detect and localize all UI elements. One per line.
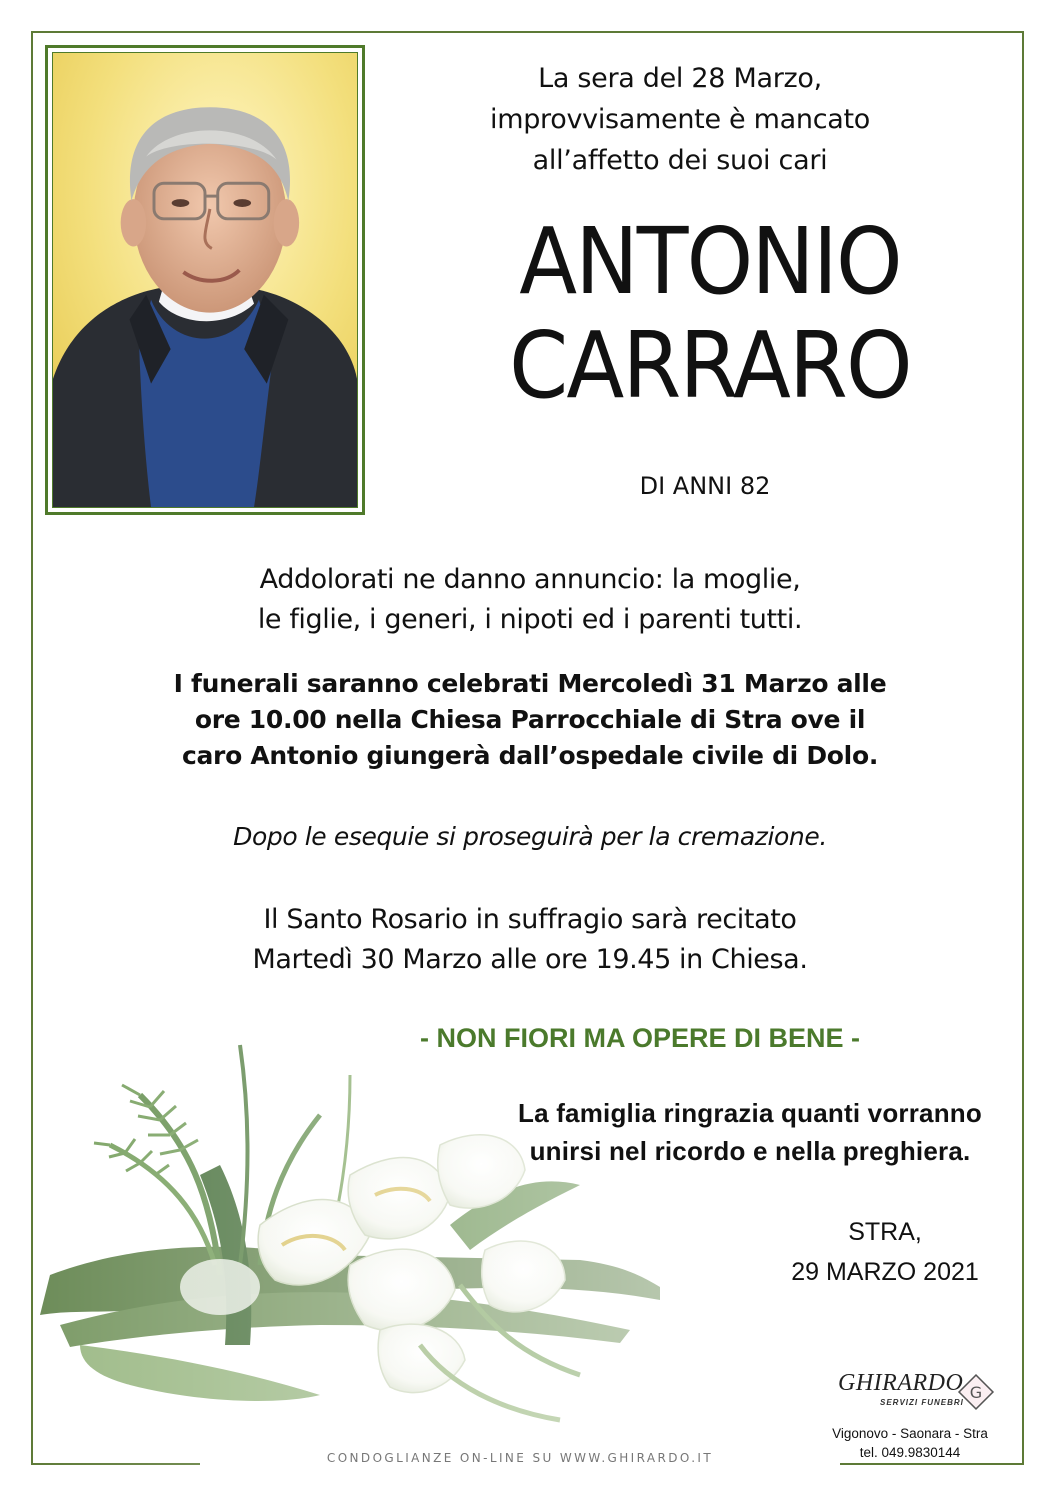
rosary-line: Il Santo Rosario in suffragio sarà recitato	[263, 904, 797, 935]
announcement-line: le figlie, i generi, i nipoti ed i parenti tutti.	[257, 604, 803, 635]
thanks-line: unirsi nel ricordo e nella preghiera.	[529, 1136, 971, 1166]
intro-text	[430, 58, 930, 181]
funeral-line: ore 10.00 nella Chiesa Parrocchiale di Stra ove il	[194, 705, 866, 734]
footer-condolences: CONDOGLIANZE ON-LINE SU WWW.GHIRARDO.IT	[200, 1449, 840, 1467]
cremation-line: Dopo le esequie si proseguirà per la cremazione.	[233, 822, 827, 851]
intro-line: La sera del 28 Marzo,	[538, 63, 822, 94]
funeral-line: I funerali saranno celebrati Mercoledì 31 Marzo alle	[173, 669, 887, 698]
deceased-name	[443, 210, 977, 418]
rosary-details	[80, 900, 980, 980]
ghirardo-logo	[838, 1370, 1018, 1416]
family-announcement	[80, 560, 980, 640]
cremation-note	[80, 817, 980, 857]
last-name: CARRARO	[509, 312, 911, 419]
motto-text: - NON FIORI MA OPERE DI BENE -	[419, 1023, 860, 1053]
diamond-mark	[956, 1372, 996, 1412]
agency-name: GHIRARDO	[838, 1370, 964, 1396]
announcement-line: Addolorati ne danno annuncio: la moglie,	[259, 564, 801, 595]
thanks-text	[470, 1094, 1030, 1170]
funeral-line: caro Antonio giungerà dall’ospedale civile di Dolo.	[181, 741, 879, 770]
agency-mark-letter: G	[969, 1383, 983, 1402]
portrait-frame	[45, 45, 365, 515]
agency-phone: tel. 049.9830144	[859, 1445, 961, 1460]
portrait-photo	[52, 52, 358, 508]
place-date	[770, 1212, 1000, 1292]
agency-mark-icon	[956, 1372, 996, 1412]
bouquet-illustration	[20, 1025, 710, 1465]
first-name: ANTONIO	[519, 208, 901, 315]
date-text: 29 MARZO 2021	[791, 1258, 979, 1286]
agency-locations: Vigonovo - Saonara - Stra	[832, 1426, 988, 1441]
calla-lily-bouquet	[20, 1025, 710, 1465]
place-text: STRA,	[848, 1218, 922, 1246]
thanks-line: La famiglia ringrazia quanti vorranno	[518, 1098, 982, 1128]
portrait-illustration	[53, 53, 357, 507]
intro-line: improvvisamente è mancato	[490, 104, 870, 135]
age-text: DI ANNI 82	[639, 472, 771, 500]
rosary-line: Martedì 30 Marzo alle ore 19.45 in Chiesa.	[252, 944, 808, 975]
intro-line: all’affetto dei suoi cari	[532, 145, 828, 176]
agency-subtitle: SERVIZI FUNEBRI	[880, 1398, 964, 1407]
funeral-details	[80, 666, 980, 774]
